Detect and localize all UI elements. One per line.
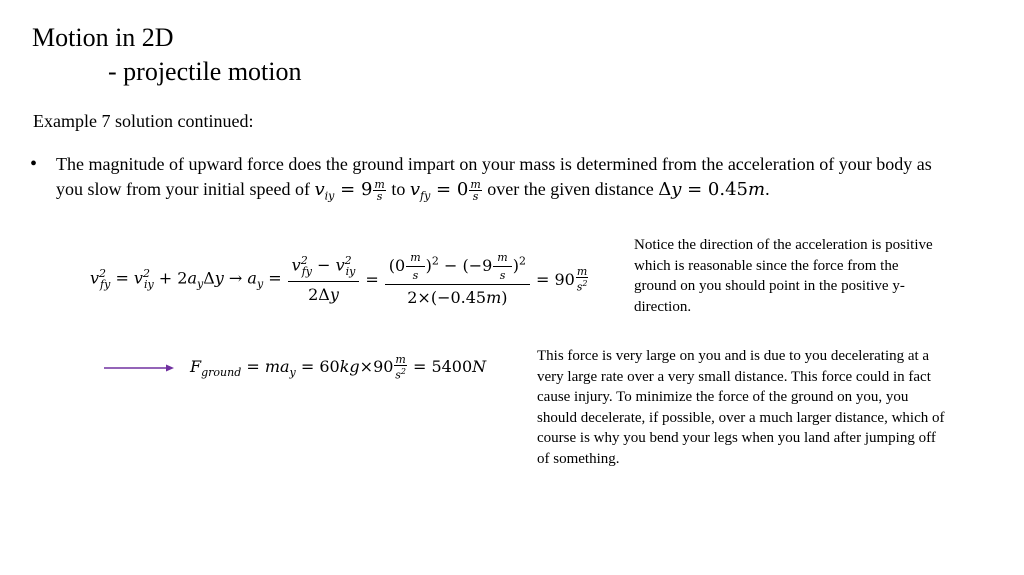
- bullet-text-part1: The magnitude of upward force does the ground impart on your mass is determined from the acceleration of your body as you slow from your initial speed of: [56, 154, 932, 199]
- force-equation: $F_{ground} = ma_y = 60kg\times 90$ $\frac{m}{s^2}$ = 5400N: [190, 352, 487, 382]
- final-speed-expression: $v_{fy} = 0$ $\frac{m}{s}$: [409, 177, 481, 203]
- bullet-marker: •: [30, 153, 38, 175]
- bullet-text-to: to: [386, 179, 410, 199]
- distance-expression: Δy = 0.45m: [658, 179, 766, 200]
- acceleration-note: Notice the direction of the acceleration is positive which is reasonable since the force from the ground on you should point in the positive y-direction.: [634, 237, 933, 315]
- slide-subtitle: - projectile motion: [108, 57, 302, 86]
- slide-title: Motion in 2D: [32, 23, 174, 52]
- intro-text: Example 7 solution continued:: [33, 111, 254, 131]
- arrow-icon: [104, 362, 174, 374]
- force-note: This force is very large on you and is due to you decelerating at a very large rate over a very small distance. This force could in fact cause injury. To minimize the force of the ground on you, you should decelerate, if possible, over a much larger distance, which of course is why you bend your legs when you land after jumping off of something.: [537, 348, 945, 467]
- bullet-paragraph: [56, 152, 956, 209]
- acceleration-equation: $v^2_{fy} = v^2_{iy} + 2a_y\Delta y \to a_y$ = $\frac{v^2_{fy} - v^2_{iy}}{2\Delta y}$ = (0 $\frac{m}{s}$ )$^2$ − (−9 $\frac{m}{s}$ )$^2$ 2×(−0.45m) = 90 m $s^2$: [90, 250, 588, 307]
- initial-speed-expression: $v_{iy} = 9$ $\frac{m}{s}$: [314, 177, 385, 203]
- bullet-text-over: over the given distance: [482, 179, 659, 199]
- bullet-text-end: .: [765, 179, 770, 199]
